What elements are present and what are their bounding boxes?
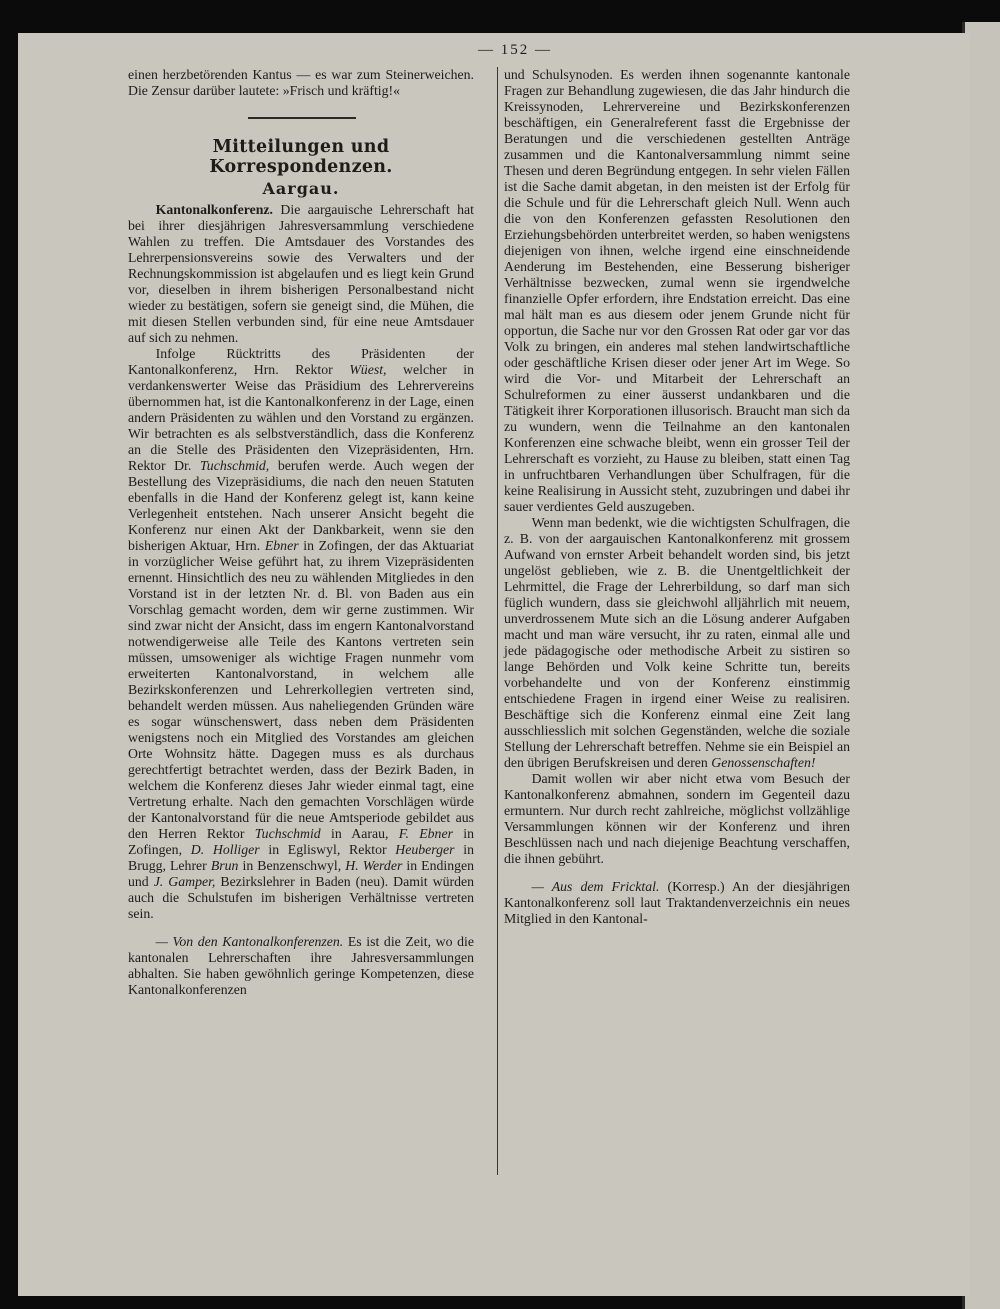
intro-paragraph: einen herzbetörenden Kantus — es war zum Steinerweichen. Die Zensur darüber lautete: »Frisch und kräftig!« [128, 67, 474, 98]
school-questions-paragraph: Wenn man bedenkt, wie die wichtigsten Schulfragen, die z. B. von der aargauischen Kantonalkonferenz mit grossem Aufwand von ernster Arbeit behandelt worden sind, bis jetzt ungelöst geblieben, wie z. B. die Unentgeltlichkeit der Lehrmittel, die Frage der Lehrerbildung, so darf man sich füglich wundern, dass sie gleichwohl alljährlich mit neuem, unverdrossenem Mute sich an die Lösung anderer Aufgaben macht und man wäre versucht, ihr zu raten, einmal alle und jede pädagogische oder methodische Arbeit zu sistiren so lange Behörden und Volk keine Schritte tun, bereits vorbehandelte und von der Konferenz einstimmig entschiedene Fragen in irgend einer Weise zu realisiren. Beschäftige sich die Konferenz einmal eine Zeit lang ausschliesslich mit solchen Gegenständen, welche die soziale Stellung der Lehrerschaft betreffen. Nehme sie ein Beispiel an den übrigen Berufskreisen und deren Genossenschaften! [504, 515, 850, 770]
person-name: F. Ebner [398, 826, 453, 841]
paragraph-lead: — Von den Kantonalkonferenzen. [155, 934, 344, 949]
section-separator [248, 117, 356, 119]
left-column [128, 67, 474, 998]
paragraph-lead: Kantonalkonferenz. [155, 202, 274, 217]
kantonalkonferenz-paragraph: Kantonalkonferenz. Die aargauische Lehrerschaft hat bei ihrer diesjährigen Jahresversammlung verschiedene Wahlen zu treffen. Die Amtsdauer des Vorstandes des Lehrerpensionsvereins sowie des Verwalters und der Rechnungskommission ist abgelaufen und es liegt kein Grund vor, dieselben in ihrem bisherigen Personalbestand nicht wieder zu bestätigen, sofern sie geneigt sind, die Mühen, die mit diesen Stellen verbunden sind, für eine neue Amtsdauer auf sich zu nehmen. [128, 202, 474, 345]
person-name: D. Holliger [190, 842, 260, 857]
person-name: Ebner [264, 538, 299, 553]
canton-heading: Aargau. [262, 179, 340, 198]
person-name: Wüest, [349, 362, 387, 377]
person-name: Tuchschmid [254, 826, 321, 841]
section-title: Mitteilungen und Korrespondenzen. [209, 137, 393, 177]
person-name: Heuberger [395, 842, 455, 857]
emphasis: Genossenschaften! [711, 755, 816, 770]
person-name: J. Gamper, [153, 874, 216, 889]
right-column [504, 67, 850, 927]
fricktal-paragraph: — Aus dem Fricktal. (Korresp.) An der diesjährigen Kantonalkonferenz soll laut Traktandenverzeichnis ein neues Mitglied in den Kantonal- [504, 879, 851, 926]
person-name: Tuchschmid, [199, 458, 270, 473]
election-paragraph: Infolge Rücktritts des Präsidenten der Kantonalkonferenz, Hrn. Rektor Wüest, welcher in verdankenswerter Weise das Präsidium des Lehrervereins übernommen hat, ist die Kantonalkonferenz in der Lage, einen andern Präsidenten zu wählen und den Vorstand zu ergänzen. Wir betrachten es als selbstverständlich, dass die Konferenz an die Stelle des Präsidenten den Vizepräsidenten, Hrn. Rektor Dr. Tuchschmid, berufen werde. Auch wegen der Bestellung des Vizepräsidiums, die nach den neuen Statuten ebenfalls in die Hand der Konferenz gelegt ist, kann keine Verlegenheit entstehen. Nach unserer Ansicht begeht die Konferenz nur einen Akt der Dankbarkeit, wenn sie den bisherigen Aktuar, Hrn. Ebner in Zofingen, der das Aktuariat in vorzüglicher Weise geführt hat, zu ihrem Vizepräsidenten ernennt. Hinsichtlich des neu zu wählenden Mitgliedes in den Vorstand ist in der letzten Nr. d. Bl. von Baden aus ein Vorschlag gemacht worden, dem wir gerne zustimmen. Wir sind zwar nicht der Ansicht, dass im engern Kantonalvorstand notwendigerweise alle Teile des Kantons vertreten sein müssen, umsoweniger als wichtige Fragen nunmehr vom erweiterten Kantonalvorstand, in welchem alle Bezirkskonferenzen und Lehrerkollegien vertreten sind, behandelt werden müssen. Aus naheliegenden Gründen wäre es sogar wünschenswert, dass neben dem Präsidenten wenigstens noch ein Mitglied des Vorstandes am gleichen Orte Wohnsitz hätte. Dagegen muss es als durchaus gerechtfertigt betrachtet werden, dass der Bezirk Baden, in welchem die Konferenz dieses Jahr wieder einmal tagt, eine Vertretung erhalte. Nach den gemachten Vorschlägen würde der Kantonalvorstand für die neue Amtsperiode gebildet aus den Herren Rektor Tuchschmid in Aarau, F. Ebner in Zofingen, D. Holliger in Egliswyl, Rektor Heuberger in Brugg, Lehrer Brun in Benzenschwyl, H. Werder in Endingen und J. Gamper, Bezirkslehrer in Baden (neu). Damit würden auch die Schulstufen im bisherigen Verhältnisse vertreten sein. [128, 346, 475, 921]
column-divider [497, 67, 498, 1175]
paragraph-lead: — Aus dem Fricktal. [531, 879, 660, 894]
synod-paragraph: und Schulsynoden. Es werden ihnen sogenannte kantonale Fragen zur Behandlung zugewiesen, die das Jahr hindurch die Kreissynoden, Lehrervereine und Bezirkskonferenzen beschäftigen, ein Generalreferent fasst die Ergebnisse der Beratungen und die verschiedenen gestellten Anträge zusammen und die Kantonalversammlung nimmt seine Thesen und deren Begründung entgegen. In sehr vielen Fällen ist die Sache damit abgetan, in den meisten ist der Erfolg für die Schule und für die Lehrerschaft gleich Null. Wenn auch die von den Konferenzen gefassten Resolutionen den Erziehungsbehörden unterbreitet werden, so haben wenigstens diejenigen von ihnen, welche irgend eine einschneidende Aenderung im Bestehenden, eine Besserung bisheriger Verhältnisse bezwecken, zumal wenn sie irgendwelche finanzielle Opfer erfordern, ihre Endstation erreicht. Das eine mal hält man es aus diesem oder jenem Grunde nicht für opportun, die Sache nur vor den Grossen Rat oder gar vor das Volk zu bringen, ein anderes mal stehen landwirtschaftliche oder geschäftliche Krisen dieser oder jener Art im Wege. So wird die Vor- und Mitarbeit der Lehrerschaft an Schulreformen zu einer äusserst undankbaren und die Tätigkeit ihrer Korporationen illusorisch. Braucht man sich da zu wundern, wenn die Teilnahme an den kantonalen Konferenzen eine schwache bleibt, wenn ein grosser Teil der Lehrerschaft es vorzieht, zu Hause zu bleiben, statt einen Tag in unfruchtbaren Verhandlungen über Schulfragen, für die keine Realisirung in Aussicht steht, zuzubringen und dabei ihr sauer verdientes Geld auszugeben. [504, 67, 850, 514]
person-name: H. Werder [345, 858, 403, 873]
kantonalkonferenzen-paragraph: — Von den Kantonalkonferenzen. Es ist die Zeit, wo die kantonalen Lehrerschaften ihre Jahresversammlungen abhalten. Sie haben gewöhnlich geringe Kompetenzen, diese Kantonalkonferenzen [128, 934, 474, 997]
person-name: Brun [210, 858, 239, 873]
encouragement-paragraph: Damit wollen wir aber nicht etwa vom Besuch der Kantonalkonferenz abmahnen, sondern im Gegenteil dazu ermuntern. Nur durch recht zahlreiche, möglichst vollzählige Versammlungen können wir der Konferenz und ihren Beschlüssen nach und nach diejenige Beachtung verschaffen, die ihnen gebührt. [504, 771, 850, 866]
page-number: — 152 — [478, 42, 552, 58]
